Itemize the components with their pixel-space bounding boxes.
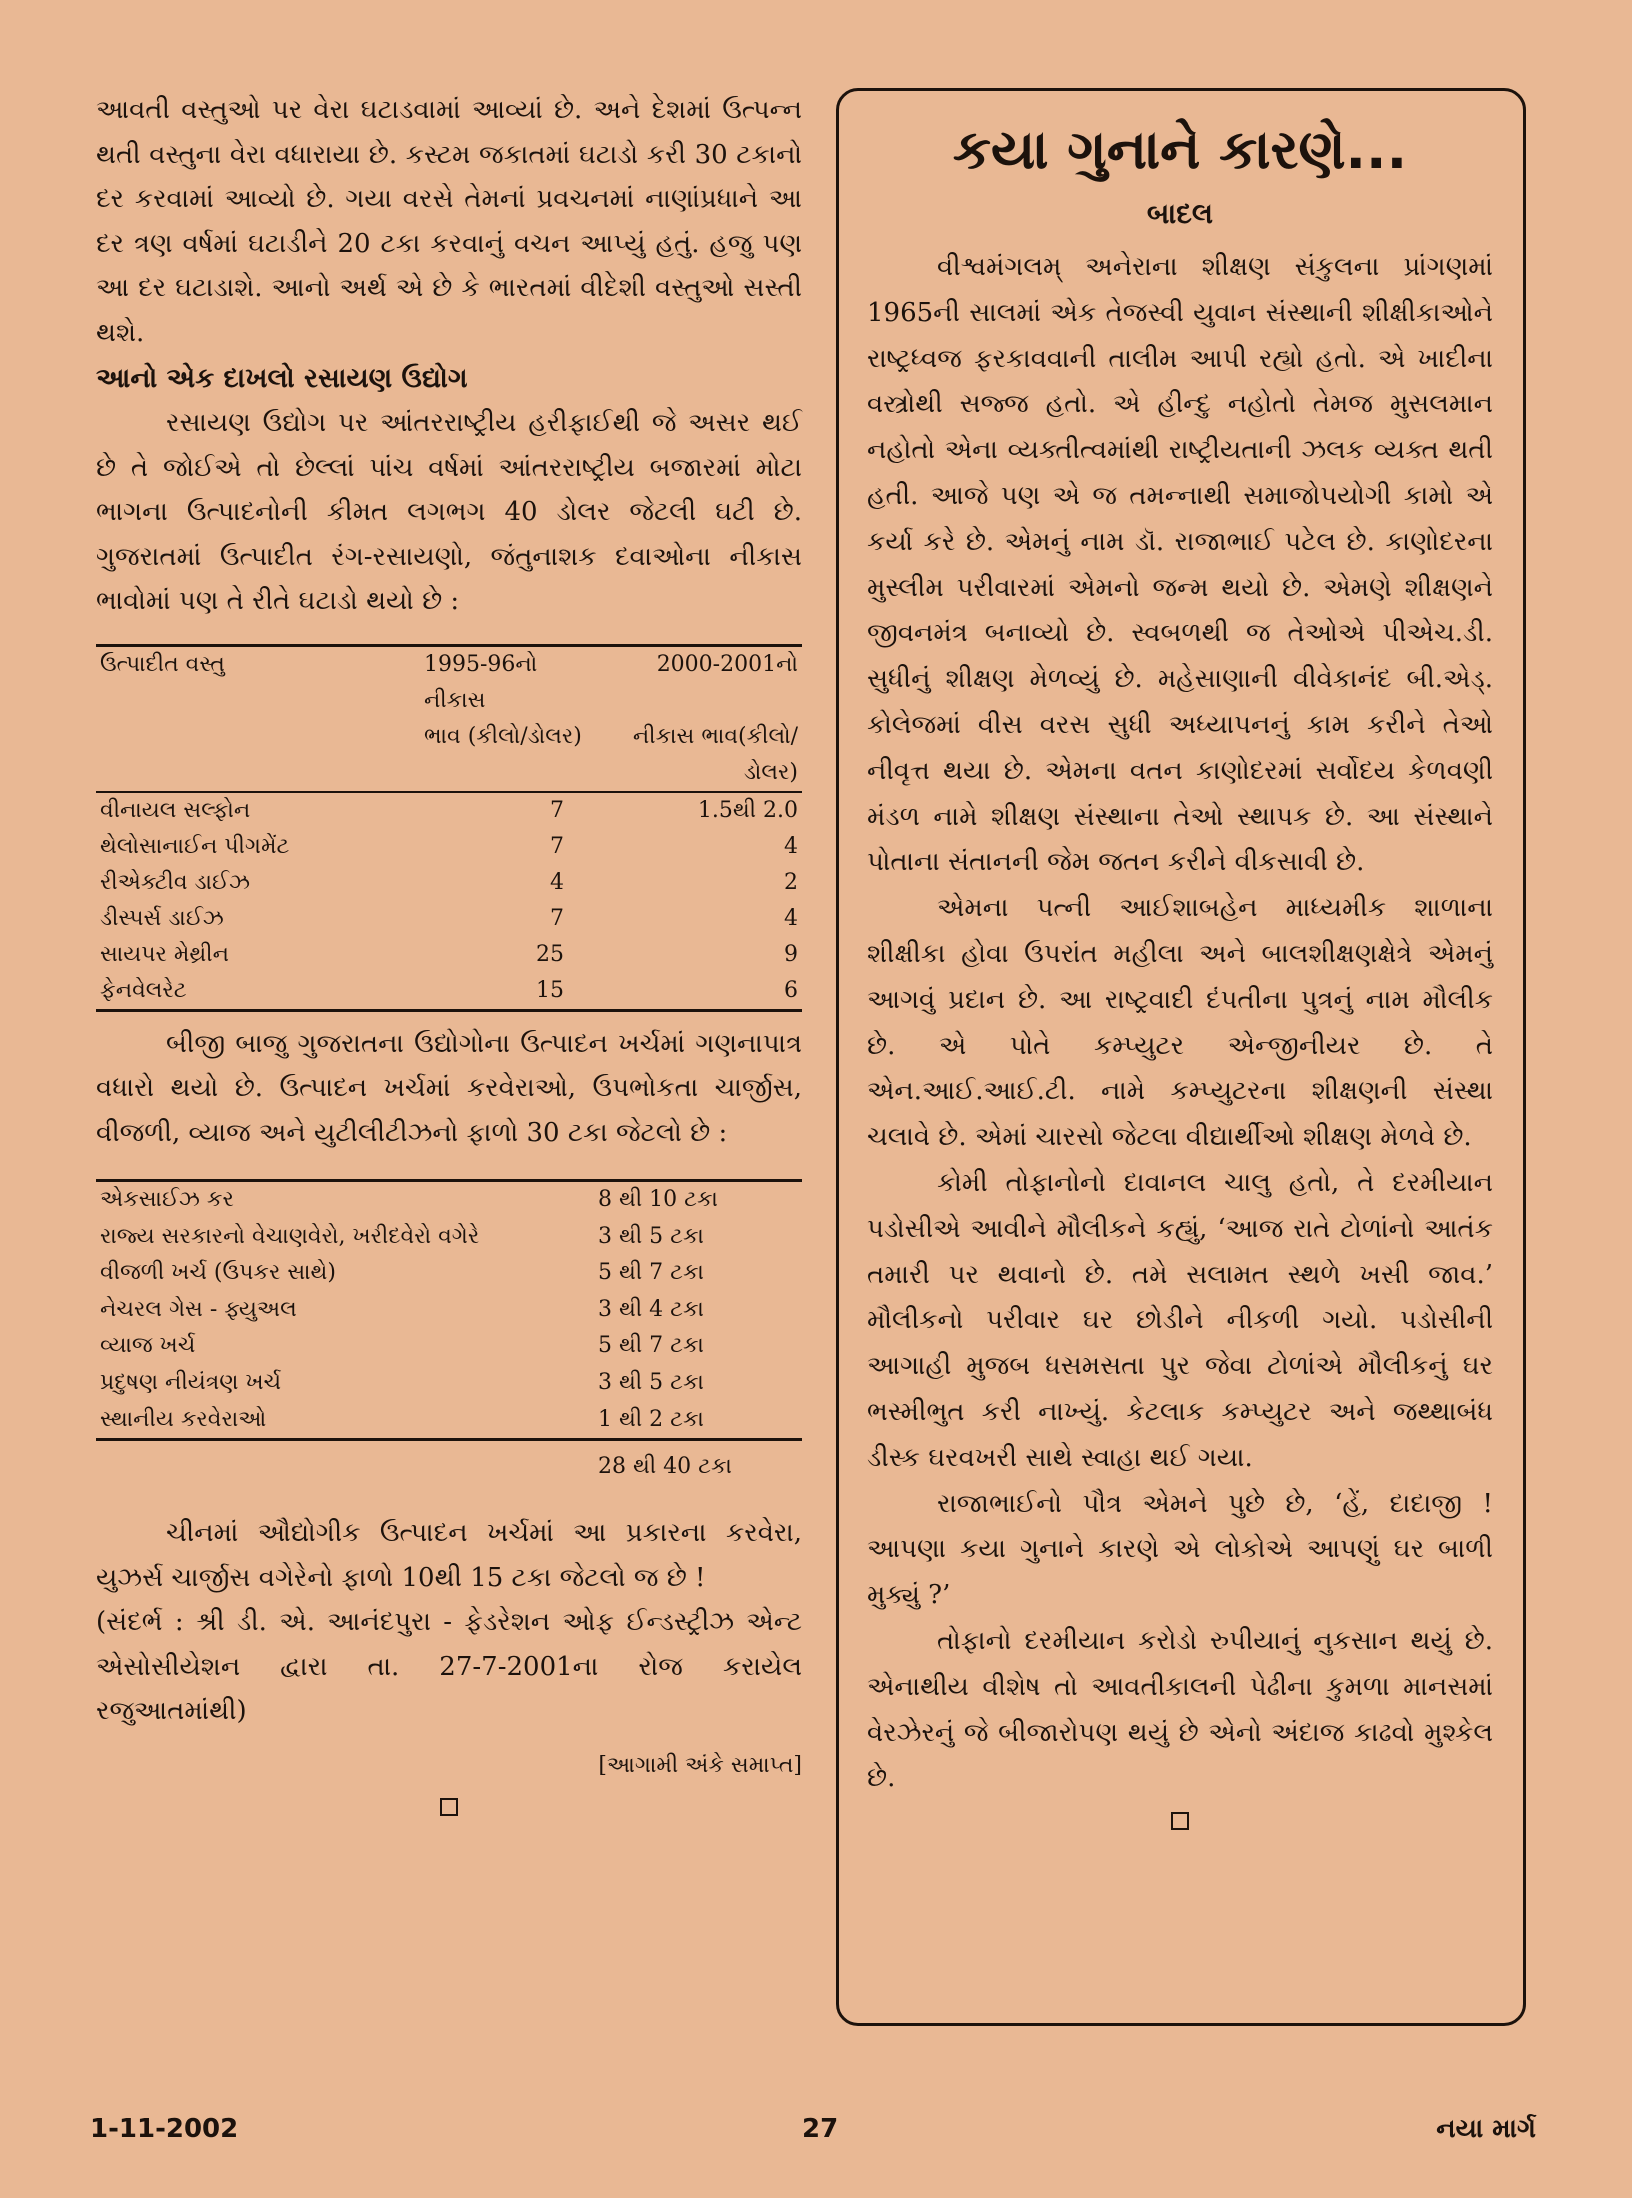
source-citation: (સંદર્ભ : શ્રી ડી. એ. આનંદપુરા - ફેડરેશન ઓફ ઈન્ડસ્ટ્રીઝ એન્ટ એસોસીયેશન દ્વારા તા. 27-7-2001ના રોજ કરાયેલ રજુઆતમાંથી) (96, 1607, 802, 1727)
table-row: સાયપર મેથ્રીન 25 9 (100, 941, 798, 967)
table-row: રીએક્ટીવ ડાઈઝ 4 2 (100, 869, 798, 895)
table-header-2000: 2000-2001નો (656, 651, 798, 677)
table-row: સ્થાનીય કરવેરાઓ 1 થી 2 ટકા (100, 1406, 704, 1432)
footer-date: 1-11-2002 (90, 2114, 239, 2144)
table-row: વીજળી ખર્ચ (ઉપકર સાથે) 5 થી 7 ટકા (100, 1260, 704, 1286)
table-row: પ્રદુષણ નીયંત્રણ ખર્ચ 3 થી 5 ટકા (100, 1369, 704, 1395)
table-total-row: 28 થી 40 ટકા (96, 1440, 802, 1488)
china-paragraph: ચીનમાં ઔદ્યોગીક ઉત્પાદન ખર્ચમાં આ પ્રકારના કરવેરા, યુઝર્સ ચાર્જીસ વગેરેનો ફાળો 10થી 15 ટકા જેટલો જ છે ! (96, 1518, 802, 1593)
production-cost-paragraph: બીજી બાજુ ગુજરાતના ઉદ્યોગોના ઉત્પાદન ખર્ચમાં ગણનાપાત્ર વધારો થયો છે. ઉત્પાદન ખર્ચમાં કરવેરાઓ, ઉપભોકતા ચાર્જીસ, વીજળી, વ્યાજ અને યુટીલીટીઝનો ફાળો 30 ટકા જેટલો છે : (96, 1028, 802, 1148)
intro-paragraph: આવતી વસ્તુઓ પર વેરા ઘટાડવામાં આવ્યાં છે. અને દેશમાં ઉત્પન્ન થતી વસ્તુના વેરા વધારાયા છે. કસ્ટમ જકાતમાં ઘટાડો કરી 30 ટકાનો દર કરવામાં આવ્યો છે. ગયા વરસે તેમનાં પ્રવચનમાં નાણાંપ્રધાને આ દર ત્રણ વર્ષમાં ઘટાડીને 20 ટકા કરવાનું વચન આપ્યું હતું. હજુ પણ આ દર ઘટાડાશે. આનો અર્થ એ છે કે ભારતમાં વીદેશી વસ્તુઓ સસ્તી થશે. (96, 95, 802, 348)
article-left-column (96, 88, 802, 1816)
end-square-icon (440, 1798, 458, 1816)
table-row: એકસાઈઝ કર 8 થી 10 ટકા (100, 1187, 718, 1212)
table-row: વીનાયલ સલ્ફોન 7 1.5થી 2.0 (100, 797, 798, 823)
story-paragraph: રાજાભાઈનો પૌત્ર એમને પુછે છે, ‘હેં, દાદાજી ! આપણા કયા ગુનાને કારણે એ લોકોએ આપણું ઘર બાળી મુક્યું ?’ (867, 1488, 1493, 1611)
story-author: બાદલ (1146, 197, 1214, 230)
story-box (836, 88, 1526, 2026)
table-row: વ્યાજ ખર્ચ 5 થી 7 ટકા (100, 1333, 704, 1359)
continued-note: [આગામી અંકે સમાપ્ત] (598, 1752, 802, 1778)
story-paragraph: એમના પત્ની આઈશાબહેન માધ્યમીક શાળાના શીક્ષીકા હોવા ઉપરાંત મહીલા અને બાલશીક્ષણક્ષેત્રે એમનું આગવું પ્રદાન છે. આ રાષ્ટ્રવાદી દંપતીના પુત્રનું નામ મૌલીક છે. એ પોતે કમ્પ્યુટર એન્જીનીયર છે. તે એન.આઈ.આઈ.ટી. નામે કમ્પ્યુટરના શીક્ષણની સંસ્થા ચલાવે છે. એમાં ચારસો જેટલા વીદ્યાર્થીઓ શીક્ષણ મેળવે છે. (867, 893, 1493, 1153)
cost-share-table (96, 1179, 802, 1487)
table-header-1995: 1995-96નો નીકાસ (424, 651, 538, 713)
story-paragraph: કોમી તોફાનોનો દાવાનલ ચાલુ હતો, તે દરમીયાન પડોસીએ આવીને મૌલીકને કહ્યું, ‘આજ રાતે ટોળાંનો આતંક તમારી પર થવાનો છે. તમે સલામત સ્થળે ખસી જાવ.’ મૌલીકનો પરીવાર ઘર છોડીને નીકળી ગયો. પડોસીની આગાહી મુજબ ધસમસતા પુર જેવા ટોળાંએ મૌલીકનું ઘર ભસ્મીભુત કરી નાખ્યું. કેટલાક કમ્પ્યુટર અને જથ્થાબંધ ડીસ્ક ઘરવખરી સાથે સ્વાહા થઈ ગયા. (867, 1167, 1493, 1473)
table-header-2000-unit: નીકાસ ભાવ(કીલો/ડોલર) (604, 719, 802, 792)
table-row: નેચરલ ગેસ - ફ્યુઅલ 3 થી 4 ટકા (100, 1296, 704, 1322)
table-row: થેલોસાનાઈન પીગમેંટ 7 4 (100, 833, 798, 859)
table-row: ફેનવેલરેટ 15 6 (100, 977, 798, 1003)
story-paragraph: વીશ્વમંગલમ્ અનેરાના શીક્ષણ સંકુલના પ્રાંગણમાં 1965ની સાલમાં એક તેજસ્વી યુવાન સંસ્થાની શીક્ષીકાઓને રાષ્ટ્રધ્વજ ફરકાવવાની તાલીમ આપી રહ્યો હતો. એ ખાદીના વસ્ત્રોથી સજ્જ હતો. એ હીન્દુ નહોતો તેમજ મુસલમાન નહોતો એના વ્યક્તીત્વમાંથી રાષ્ટ્રીયતાની ઝલક વ્યક્ત થતી હતી. આજે પણ એ જ તમન્નાથી સમાજોપયોગી કામો એ કર્યા કરે છે. એમનું નામ ડૉ. રાજાભાઈ પટેલ છે. કાણોદરના મુસ્લીમ પરીવારમાં એમનો જન્મ થયો છે. એમણે શીક્ષણને જીવનમંત્ર બનાવ્યો છે. સ્વબળથી જ તેઓએ પીએચ.ડી. સુધીનું શીક્ષણ મેળવ્યું છે. મહેસાણાની વીવેકાનંદ બી.એડ્. કોલેજમાં વીસ વરસ સુધી અધ્યાપનનું કામ કરીને તેઓ નીવૃત્ત થયા છે. એમના વતન કાણોદરમાં સર્વોદય કેળવણી મંડળ નામે શીક્ષણ સંસ્થાના તેઓ સ્થાપક છે. આ સંસ્થાને પોતાના સંતાનની જેમ જતન કરીને વીકસાવી છે. (867, 252, 1493, 878)
page-number: 27 (802, 2114, 839, 2144)
table-header-product: ઉત્પાદીત વસ્તુ (100, 651, 225, 677)
table-row: રાજ્ય સરકારનો વેચાણવેરો, ખરીદવેરો વગેરે 3 થી 5 ટકા (100, 1223, 704, 1249)
table-row: ડીસ્પર્સ ડાઈઝ 7 4 (100, 905, 798, 931)
table-header-1995-unit: ભાવ (કીલો/ડોલર) (420, 719, 604, 792)
section-subheading: આનો એક દાખલો રસાયણ ઉદ્યોગ (96, 363, 468, 394)
magazine-name: નયા માર્ગ (1436, 2114, 1536, 2144)
end-square-icon (1171, 1812, 1189, 1830)
story-title: કયા ગુનાને કારણે... (952, 118, 1408, 181)
story-paragraph: તોફાનો દરમીયાન કરોડો રુપીયાનું નુકસાન થયું છે. એનાથીય વીશેષ તો આવતીકાલની પેઢીના કુમળા માનસમાં વેરઝેરનું જે બીજારોપણ થયું છે એનો અંદાજ કાઢવો મુશ્કેલ છે. (867, 1625, 1493, 1794)
export-price-table (96, 644, 802, 1012)
chemical-industry-paragraph: રસાયણ ઉદ્યોગ પર આંતરરાષ્ટ્રીય હરીફાઈથી જે અસર થઈ છે તે જોઈએ તો છેલ્લાં પાંચ વર્ષમાં આંતરરાષ્ટ્રીય બજારમાં મોટા ભાગના ઉત્પાદનોની કીમત લગભગ 40 ડોલર જેટલી ઘટી છે. ગુજરાતમાં ઉત્પાદીત રંગ-રસાયણો, જંતુનાશક દવાઓના નીકાસ ભાવોમાં પણ તે રીતે ઘટાડો થયો છે : (96, 408, 802, 616)
